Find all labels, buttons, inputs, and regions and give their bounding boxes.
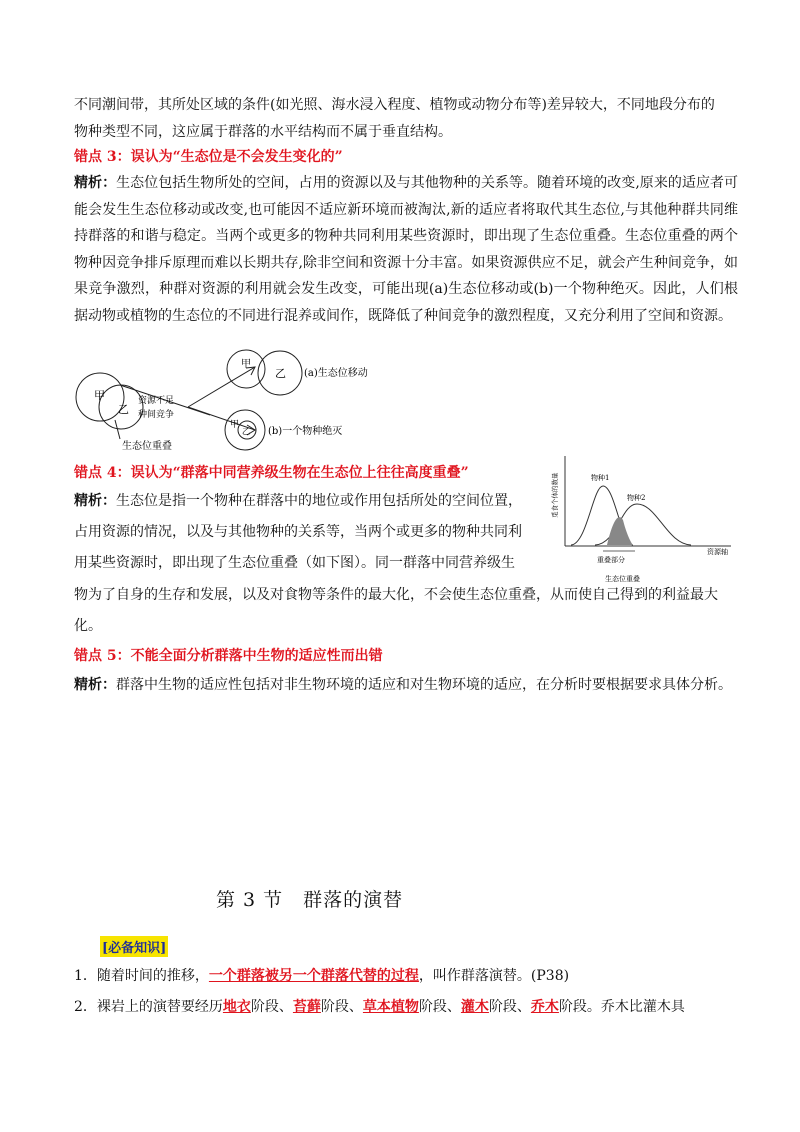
error4-label: 精析： [74,493,116,509]
overlap-label: 生态位重叠 [122,441,172,452]
overlap-area [607,517,633,545]
item2-key-2: 苔藓 [292,999,321,1015]
error3-analysis [74,170,738,329]
item1-key: 一个群落被另一个群落代替的过程 [208,968,419,984]
error3-title: 错点 3：误认为“生态位是不会发生变化的” [74,149,343,165]
niche-shift-diagram [70,345,400,457]
label-yi-b: 乙 [242,427,250,436]
item-1 [74,963,738,990]
item2-post: 阶段。乔木比灌木具 [558,999,685,1015]
overlap-label: 重叠部分 [597,556,625,564]
section-heading: 第 3 节 群落的演替 [216,889,404,911]
knowledge-badge: [必备知识] [100,936,168,957]
item2-sep-2: 阶段、 [320,999,363,1015]
error3-label: 精析： [74,175,117,191]
label-yi: 乙 [118,403,129,416]
label-jia-b: 甲 [230,420,240,430]
error4-line-2: 占用资源的情况，以及与其他物种的关系等，当两个或更多的物种共同利 [74,524,522,540]
item1-pre: 1．随着时间的推移， [74,968,209,984]
label-jia-a: 甲 [241,359,251,370]
error4-line-5: 化。 [74,618,102,634]
item2-pre: 2．裸岩上的演替要经历 [74,999,223,1015]
error4-line-4: 物为了自身的生存和发展，以及对食物等条件的最大化，不会使生态位重叠，从而使自己得到的利益最大 [74,587,718,603]
label-yi-a: 乙 [275,367,286,380]
error4-title: 错点 4：误认为“群落中同营养级生物在生态位上往往高度重叠” [74,465,469,481]
species2-label: 物种2 [627,494,646,502]
error5-text: 群落中生物的适应性包括对非生物环境的适应和对生物环境的适应，在分析时要根据要求具体分析。 [116,677,732,693]
error3-text: 生态位包括生物所处的空间，占用的资源以及与其他物种的关系等。随着环境的改变,原来的适应者可能会发生生态位移动或改变,也可能因不适应新环境而被淘汰,新的适应者将取代其生态位,与其他种群共同维持群落的和谐与稳定。当两个或更多的物种共同利用某些资源时，即出现了生态位重叠。生态位重叠的两个物种因竞争排斥原理而难以长期共存,除非空间和资源十分丰富。如果资源供应不足，就会产生种间竞争，如果竞争激烈，种群对资源的利用就会发生改变，可能出现(a)生态位移动或(b)一个物种绝灭。因此，人们根据动物或植物的生态位的不同进行混养或间作，既降低了种间竞争的激烈程度，又充分利用了空间和资源。 [74,175,739,324]
item2-key-3: 草本植物 [362,999,419,1015]
y-axis-label: 觅食个体的数量 [551,472,559,518]
arrow-up [188,367,255,407]
item2-key-1: 地衣 [222,999,251,1015]
arrow-label-1: 资源不足 [138,396,175,406]
error5-label: 精析： [74,677,116,693]
intro-line-1: 不同潮间带，其所处区域的条件(如光照、海水浸入程度、植物或动物分布等)差异较大，不同地段分布的 [74,97,715,113]
error5-title: 错点 5：不能全面分析群落中生物的适应性而出错 [74,648,383,664]
item-2 [74,994,738,1021]
label-jia: 甲 [94,389,105,402]
species1-label: 物种1 [591,474,610,482]
result-b-label: (b)一个物种绝灭 [268,426,343,437]
result-a-label: (a)生态位移动 [304,368,368,379]
error4-analysis-full [74,580,738,642]
error4-analysis-wrapped [74,486,544,579]
error4-line-3: 用某些资源时，即出现了生态位重叠（如下图）。同一群落中同营养级生 [74,555,515,571]
error4-line-1: 生态位是指一个物种在群落中的地位或作用包括所处的空间位置， [116,493,522,509]
item2-sep-3: 阶段、 [418,999,461,1015]
arrow-label-2: 种间竞争 [138,410,175,420]
item1-post: ，叫作群落演替。(P38) [418,968,570,984]
overlap-pointer [115,420,120,439]
intro-line-2: 物种类型不同，这应属于群落的水平结构而不属于垂直结构。 [74,123,452,140]
intro-paragraph [74,92,738,145]
error5-analysis [74,672,738,699]
item2-sep-4: 阶段、 [488,999,531,1015]
item2-key-4: 灌木 [460,999,489,1015]
graph-caption: 生态位重叠 [605,575,640,583]
item2-sep-1: 阶段、 [250,999,293,1015]
niche-overlap-graph [545,448,735,588]
x-axis-label: 资源轴 [707,548,728,556]
item2-key-5: 乔木 [530,999,559,1015]
